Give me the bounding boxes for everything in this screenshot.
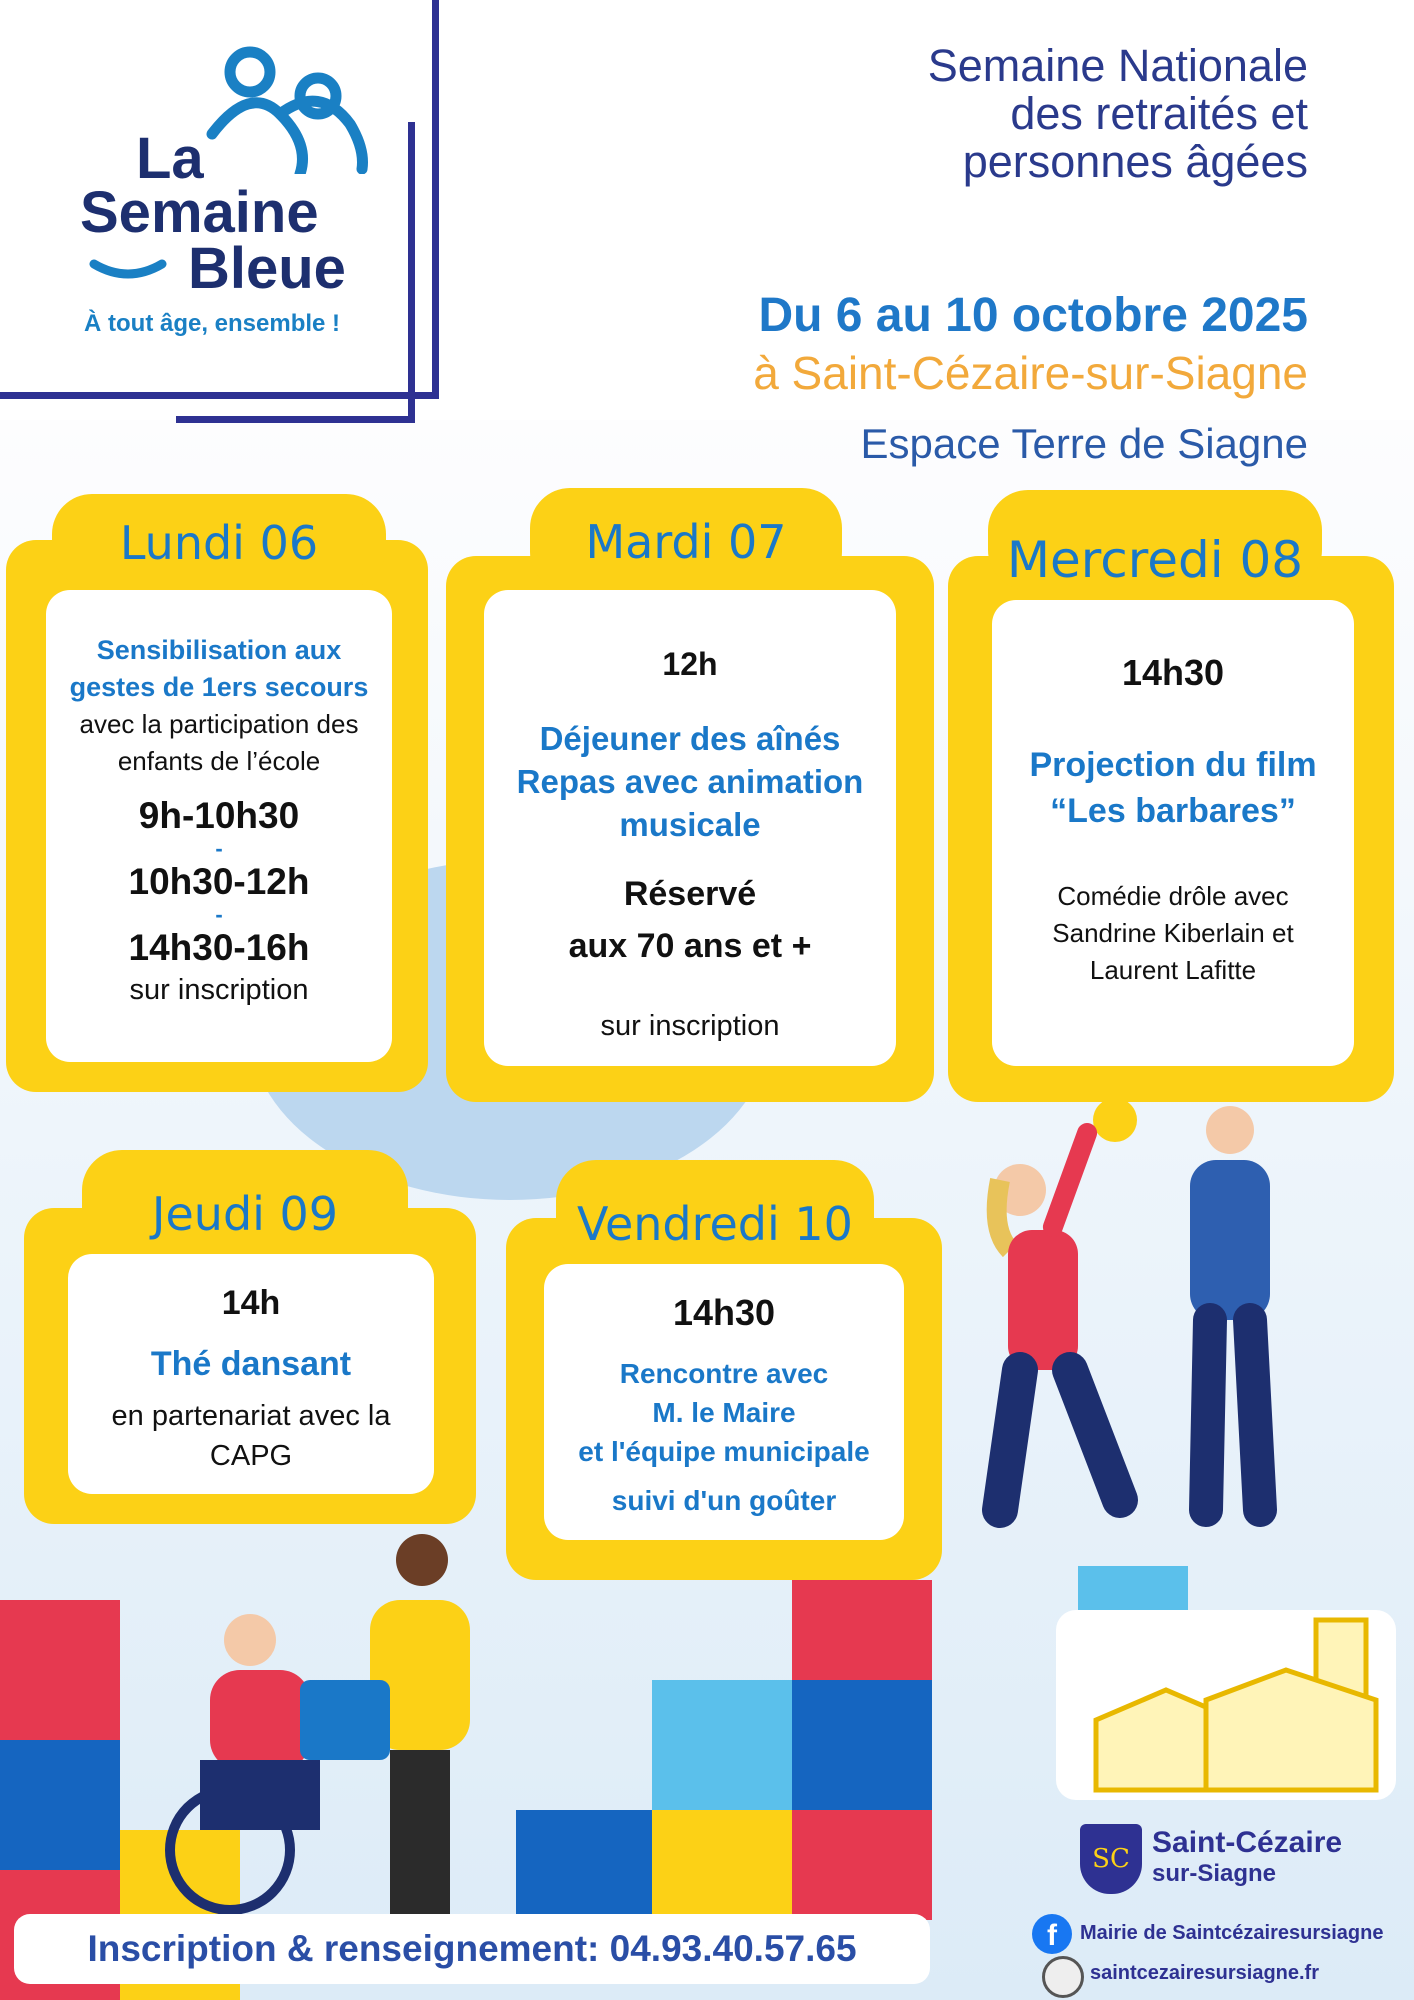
reserved-note: aux 70 ans et +: [568, 927, 812, 965]
logo-line-bleue: Bleue: [188, 236, 346, 301]
activity-time: 14h30: [672, 1292, 776, 1333]
subtitle-line: personnes âgées: [962, 136, 1308, 187]
separator: -: [215, 836, 223, 861]
town-crest-icon: SC: [1080, 1824, 1142, 1894]
puzzle-piece: [792, 1680, 932, 1810]
subtitle-line: des retraités et: [1010, 88, 1308, 139]
event-dates: Du 6 au 10 octobre 2025: [758, 289, 1308, 342]
logo-line-semaine: Semaine: [80, 180, 319, 245]
day-content-vendredi: [544, 1264, 904, 1540]
event-venue: Espace Terre de Siagne: [860, 420, 1308, 467]
activity-desc: enfants de l’école: [117, 746, 321, 776]
activity-desc: Laurent Lafitte: [1089, 955, 1257, 985]
activity-desc: Comédie drôle avec: [1057, 881, 1289, 911]
activity-title: Projection du film: [1029, 746, 1317, 784]
people-logo-icon: [200, 44, 380, 174]
day-tab-mercredi: Mercredi 08: [988, 490, 1322, 590]
puzzle-piece: [516, 1810, 652, 1920]
activity-title: “Les barbares”: [1050, 792, 1296, 830]
day-tab-mardi: Mardi 07: [530, 488, 842, 592]
time-slot: 9h-10h30: [138, 795, 300, 836]
registration-note: sur inscription: [600, 1010, 780, 1042]
people-puzzle-illustration: [960, 1100, 1300, 1540]
time-slot: 10h30-12h: [128, 861, 310, 902]
wheelchair-people-illustration: [160, 1520, 500, 1920]
village-illustration-icon: [1056, 1610, 1396, 1800]
activity-title: Sensibilisation aux: [96, 635, 342, 665]
activity-title: gestes de 1ers secours: [69, 672, 369, 702]
day-tab-lundi: Lundi 06: [52, 494, 386, 588]
day-content-mardi: [484, 590, 896, 1066]
day-tab-vendredi: Vendredi 10: [556, 1160, 874, 1264]
puzzle-piece: [792, 1580, 932, 1680]
activity-time: 14h30: [1121, 652, 1225, 693]
activity-time: 12h: [662, 646, 718, 682]
reserved-note: Réservé: [623, 875, 757, 913]
puzzle-piece: [652, 1810, 792, 1920]
town-name: Saint-Cézaire: [1152, 1826, 1343, 1859]
event-place: à Saint-Cézaire-sur-Siagne: [753, 347, 1308, 399]
separator: -: [215, 902, 223, 927]
puzzle-piece: [0, 1740, 120, 1870]
registration-note: sur inscription: [129, 974, 309, 1006]
day-tab-jeudi: Jeudi 09: [82, 1150, 408, 1254]
activity-title: M. le Maire: [652, 1397, 796, 1428]
subtitle-line: Semaine Nationale: [927, 40, 1308, 91]
puzzle-piece: [792, 1810, 932, 1920]
town-badge: [1016, 1600, 1414, 2000]
time-slot: 14h30-16h: [128, 927, 310, 968]
activity-desc: en partenariat avec la: [111, 1400, 391, 1432]
smile-icon: [88, 258, 168, 282]
facebook-page-link[interactable]: Mairie de Saintcézairesursiagne: [1080, 1922, 1384, 1944]
activity-extra: suivi d'un goûter: [611, 1485, 837, 1516]
puzzle-piece: [0, 1600, 120, 1740]
activity-title: musicale: [619, 806, 761, 843]
logo-line-la: La: [136, 126, 204, 191]
activity-title: Thé dansant: [150, 1345, 352, 1383]
facebook-icon[interactable]: f: [1032, 1914, 1072, 1954]
day-content-jeudi: [68, 1254, 434, 1494]
activity-title: Rencontre avec: [619, 1358, 829, 1389]
activity-desc: Sandrine Kiberlain et: [1052, 918, 1294, 948]
activity-title: Déjeuner des aînés: [539, 720, 841, 757]
day-content-mercredi: [992, 600, 1354, 1066]
logo-tagline: À tout âge, ensemble !: [84, 310, 341, 337]
town-subname: sur-Siagne: [1152, 1860, 1277, 1887]
day-content-lundi: [46, 590, 392, 1062]
globe-icon: [1042, 1956, 1084, 1998]
activity-desc: CAPG: [209, 1440, 293, 1472]
contact-bar: Inscription & renseignement: 04.93.40.57.65: [14, 1914, 930, 1984]
event-subtitle: [708, 42, 1308, 186]
activity-title: et l'équipe municipale: [578, 1436, 870, 1467]
activity-desc: avec la participation des: [79, 709, 359, 739]
activity-title: Repas avec animation: [516, 763, 864, 800]
puzzle-piece: [652, 1680, 792, 1810]
website-link[interactable]: saintcezairesursiagne.fr: [1090, 1962, 1319, 1984]
activity-time: 14h: [221, 1284, 281, 1322]
